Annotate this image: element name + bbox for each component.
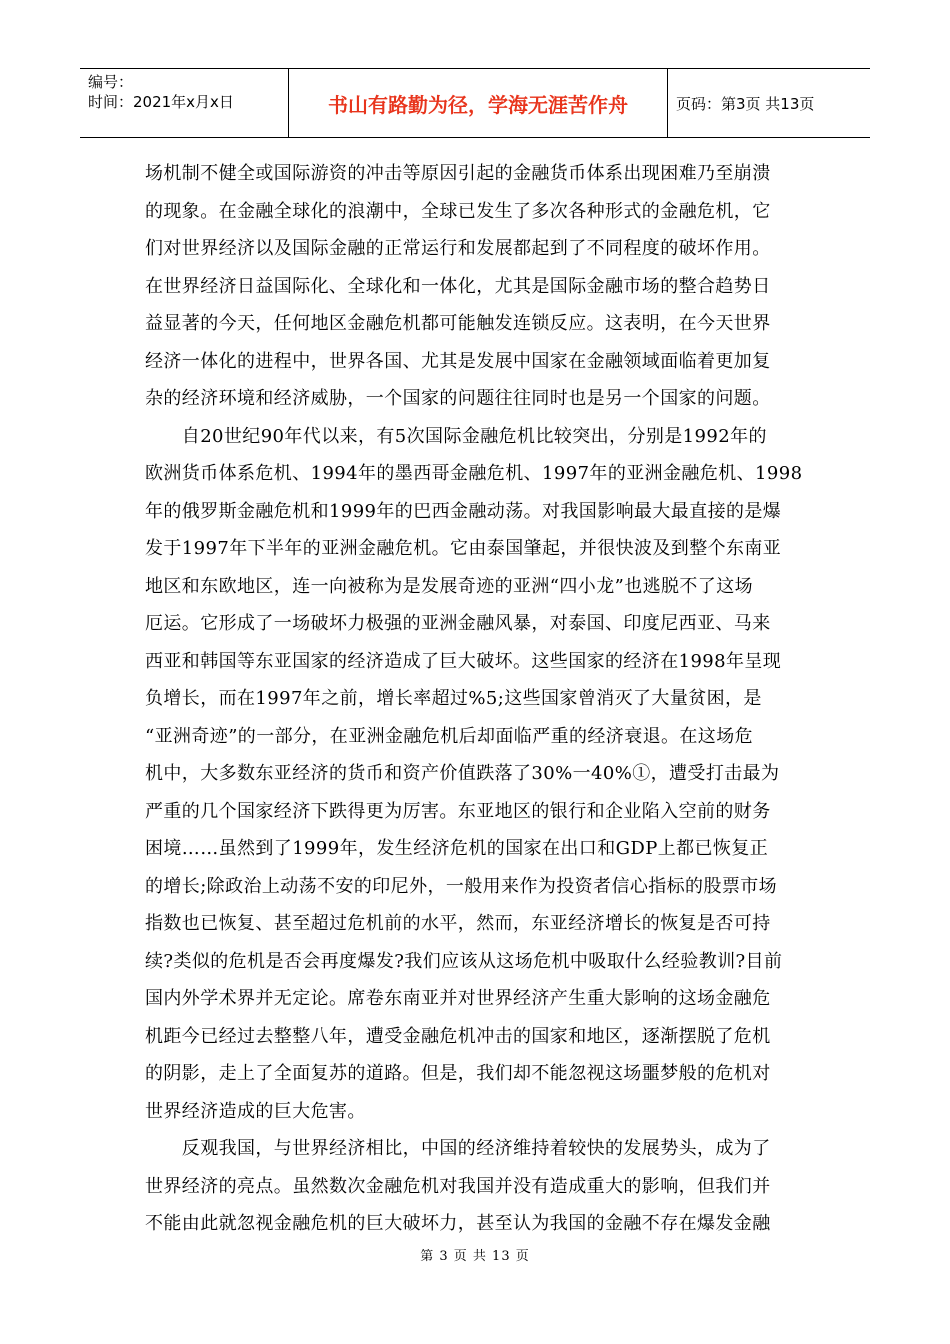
page-header — [80, 68, 870, 138]
text-line: 杂的经济环境和经济威胁，一个国家的问题往往同时也是另一个国家的问题。 — [145, 388, 771, 409]
text-line: 厄运。它形成了一场破坏力极强的亚洲金融风暴，对泰国、印度尼西亚、马来 — [145, 613, 771, 634]
text-line: 经济一体化的进程中，世界各国、尤其是发展中国家在金融领域面临着更加复 — [145, 350, 771, 372]
header-info-cell — [80, 69, 289, 137]
text-line: 自20世纪90年代以来，有5次国际金融危机比较突出，分别是1992年的 — [145, 425, 767, 447]
text-line: 机中，大多数东亚经济的货币和资产价值跌落了30%一40%①，遭受打击最为 — [145, 763, 780, 784]
header-page-info: 页码：第3页 共13页 — [676, 94, 815, 113]
text-line: 反观我国，与世界经济相比，中国的经济维持着较快的发展势头，成为了 — [145, 1138, 771, 1159]
text-line: 年的俄罗斯金融危机和1999年的巴西金融动荡。对我国影响最大最直接的是爆 — [145, 500, 782, 522]
header-motto: 书山有路勤为径，学海无涯苦作舟 — [289, 69, 668, 137]
text-line: “亚洲奇迹”的一部分，在亚洲金融危机后却面临严重的经济衰退。在这场危 — [145, 725, 754, 747]
text-line: 严重的几个国家经济下跌得更为厉害。东亚地区的银行和企业陷入空前的财务 — [145, 800, 771, 822]
text-line: 在世界经济日益国际化、全球化和一体化，尤其是国际金融市场的整合趋势日 — [145, 275, 771, 297]
text-line: 指数也已恢复、甚至超过危机前的水平，然而，东亚经济增长的恢复是否可持 — [145, 913, 771, 934]
text-line: 机距今已经过去整整八年，遭受金融危机冲击的国家和地区，逐渐摆脱了危机 — [145, 1025, 771, 1047]
text-line: 困境……虽然到了1999年，发生经济危机的国家在出口和GDP上都已恢复正 — [145, 838, 769, 859]
text-line: 地区和东欧地区，连一向被称为是发展奇迹的亚洲“四小龙”也逃脱不了这场 — [145, 575, 754, 597]
text-line: 的阴影，走上了全面复苏的道路。但是，我们却不能忽视这场噩梦般的危机对 — [145, 1063, 771, 1084]
page-footer: 第 3 页 共 13 页 — [420, 1249, 530, 1264]
number-label: 编号： — [88, 73, 134, 91]
document-body — [145, 155, 805, 1243]
time-label: 时间：2021年x月x日 — [88, 93, 234, 111]
text-line: 益显著的今天，任何地区金融危机都可能触发连锁反应。这表明，在今天世界 — [145, 313, 771, 334]
text-line: 场机制不健全或国际游资的冲击等原因引起的金融货币体系出现困难乃至崩溃 — [145, 163, 771, 184]
text-line: 不能由此就忽视金融危机的巨大破坏力，甚至认为我国的金融不存在爆发金融 — [145, 1213, 771, 1234]
text-line: 国内外学术界并无定论。席卷东南亚并对世界经济产生重大影响的这场金融危 — [145, 988, 771, 1009]
text-line: 世界经济的亮点。虽然数次金融危机对我国并没有造成重大的影响，但我们并 — [145, 1175, 771, 1197]
text-line: 的增长;除政治上动荡不安的印尼外，一般用来作为投资者信心指标的股票市场 — [145, 875, 778, 897]
text-line: 西亚和韩国等东亚国家的经济造成了巨大破坏。这些国家的经济在1998年呈现 — [145, 650, 782, 672]
text-line: 负增长，而在1997年之前，增长率超过%5;这些国家曾消灭了大量贫困，是 — [145, 688, 762, 709]
text-line: 发于1997年下半年的亚洲金融危机。它由泰国肇起，并很快波及到整个东南亚 — [145, 538, 782, 559]
text-line: 欧洲货币体系危机、1994年的墨西哥金融危机、1997年的亚洲金融危机、1998 — [145, 463, 803, 484]
text-line: 的现象。在金融全球化的浪潮中，全球已发生了多次各种形式的金融危机，它 — [145, 200, 771, 222]
text-line: 们对世界经济以及国际金融的正常运行和发展都起到了不同程度的破坏作用。 — [145, 238, 771, 259]
text-line: 续?类似的危机是否会再度爆发?我们应该从这场危机中吸取什么经验教训?目前 — [145, 950, 783, 972]
text-line: 世界经济造成的巨大危害。 — [145, 1100, 366, 1122]
